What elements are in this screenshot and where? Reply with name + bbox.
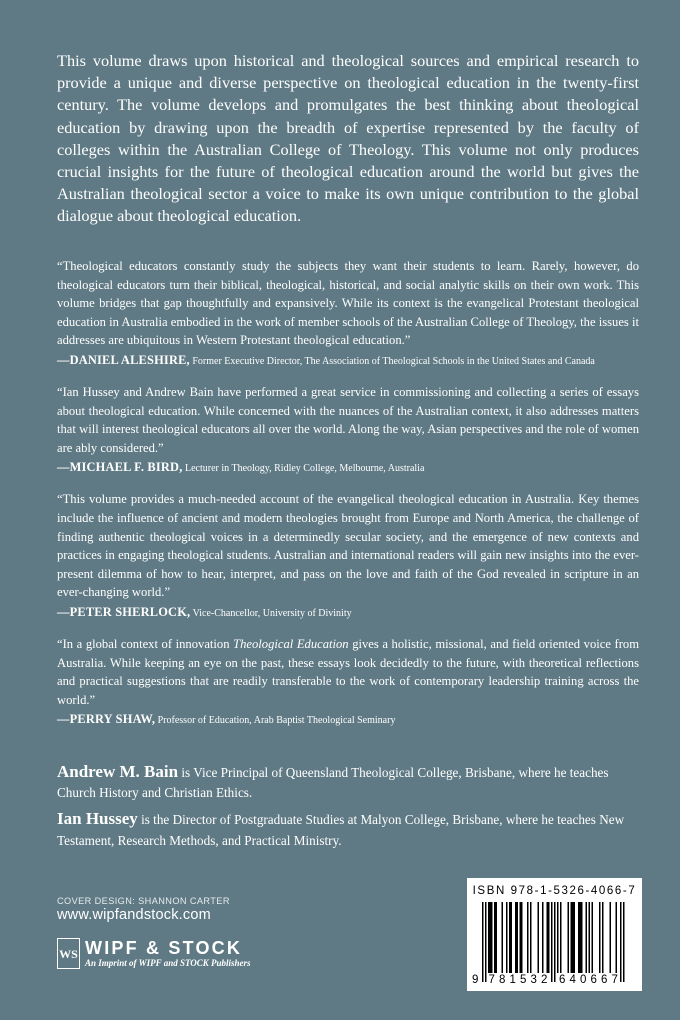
barcode-digit: 2 [541, 974, 548, 986]
endorsement-quote: “This volume provides a much-needed account of the evangelical theological education in Australia. Key themes include the influence of ancient and modern theologies brought from Europe and North America, the challenge of finding authentic theological voices in a determinedly secular society, and the emergence of new contexts and practices in engaging theological students. Australian and international readers will gain new insights into the ever-present dilemma of how to hear, interpret, and pass on the love and faith of the God revealed in scripture in an ever-changing world.” [57, 492, 639, 600]
barcode-bar [580, 902, 582, 973]
barcode-digit: 0 [580, 974, 587, 986]
endorser-title: Lecturer in Theology, Ridley College, Melbourne, Australia [185, 463, 425, 475]
endorser-title: Professor of Education, Arab Baptist Theological Seminary [157, 715, 396, 727]
endorser-name: —MICHAEL F. BIRD, [57, 460, 183, 475]
endorsement-attribution [57, 353, 639, 369]
isbn-barcode [467, 878, 642, 991]
barcode-bar [568, 902, 570, 973]
book-title: Theological Education [233, 636, 349, 651]
endorsement-quote: “Theological educators constantly study the subjects they want their students to learn. Rarely, however, do theological educators turn their biblical, theological, historical, and social analytic skills on their own work. This volume bridges that gap thoughtfully and expansively. While its context is the evangelical Protestant theological education in Australia embodied in the work of member schools of the Australian College of Theology, the issues it addresses are ubiquitous in Western Protestant theological education.” [57, 259, 639, 348]
barcode-bar [620, 902, 622, 982]
barcode-bar [578, 902, 580, 973]
barcode-bar [554, 902, 556, 982]
barcode-bar [485, 902, 487, 982]
barcode-bar [494, 902, 496, 973]
endorsement-attribution [57, 605, 639, 621]
barcode-bar [482, 902, 484, 982]
endorsement-shaw [57, 635, 639, 728]
endorser-title: Former Executive Director, The Association of Theological Schools in the United States and Canada [192, 355, 595, 367]
barcode-bar [548, 902, 550, 973]
barcode-bar [551, 902, 553, 982]
credits [57, 896, 230, 923]
barcode-digit: 7 [611, 974, 618, 986]
publisher-name: WIPF & STOCK [85, 938, 243, 958]
back-cover-blurb: This volume draws upon historical and theological sources and empirical research to provide a unique and diverse perspective on theological education in the twenty-first century. The volume develops and promulgates the best thinking about theological education by drawing upon the breadth of expertise represented by the faculty of colleges within the Australian College of Theology. This volume not only produces crucial insights for the future of theological education around the world but gives the Australian theological sector a voice to make its own unique contribution to the global dialogue about theological education. [57, 51, 639, 226]
barcode-digit: 9 [472, 974, 479, 986]
barcode-bar [509, 902, 511, 973]
author-bio [57, 762, 647, 803]
barcode-bar [502, 902, 504, 973]
endorsement-sherlock [57, 490, 639, 621]
endorser-name: —DANIEL ALESHIRE, [57, 352, 190, 367]
endorsement-quote [57, 635, 639, 709]
barcode-bar [623, 902, 625, 982]
barcode-bar [491, 902, 493, 973]
quote-text: gives a holistic, missional, and field oriented voice from Australia. While keeping an eye on the past, these essays look decidedly to the future, with theoretical reflections and practical suggestions that are readily transferable to the work of contemporary leadership training across the world.” [57, 636, 639, 707]
barcode-bar [586, 902, 588, 973]
barcode-bar [520, 902, 522, 973]
barcode-bar [581, 902, 583, 973]
barcode-bar [589, 902, 591, 973]
author-bio [57, 809, 647, 850]
barcode-bar [496, 902, 498, 973]
barcode-bar [599, 902, 601, 973]
author-bio-text: is Vice Principal of Queensland Theological College, Brisbane, where he teaches Church History and Christian Ethics. [57, 765, 609, 801]
barcode-bar [527, 902, 529, 973]
endorser-name: —PERRY SHAW, [57, 712, 156, 727]
endorsement-aleshire [57, 257, 639, 369]
barcode-bar [602, 902, 604, 973]
barcode-bar [616, 902, 618, 973]
barcode-bar [511, 902, 513, 973]
barcode-digit: 3 [530, 974, 537, 986]
barcode-digit: 6 [590, 974, 597, 986]
author-bios [57, 762, 647, 857]
barcode-bar [542, 902, 544, 973]
author-name: Ian Hussey [57, 809, 138, 829]
barcode-bar [490, 902, 492, 973]
barcode-bar [538, 902, 540, 973]
barcode-bar [574, 902, 576, 973]
barcode-bar [515, 902, 517, 973]
barcode-digit: 5 [520, 974, 527, 986]
endorsements [57, 257, 639, 742]
barcode-bar [571, 902, 573, 973]
endorsement-attribution [57, 460, 639, 476]
quote-text: “In a global context of innovation [57, 636, 234, 651]
ws-logo-icon: WS [57, 938, 80, 969]
barcode-bar [517, 902, 519, 973]
barcode-digit: 6 [601, 974, 608, 986]
barcode-bar [547, 902, 549, 973]
barcode-digits [467, 974, 642, 988]
barcode-bar [572, 902, 574, 973]
barcode-digit: 6 [559, 974, 566, 986]
barcode-bar [557, 902, 559, 973]
author-name: Andrew M. Bain [57, 762, 179, 781]
endorser-title: Vice-Chancellor, University of Divinity [192, 607, 352, 619]
barcode-bar [560, 902, 562, 973]
endorser-name: —PETER SHERLOCK, [57, 604, 191, 619]
barcode-digit: 7 [488, 974, 495, 986]
publisher-imprint: An Imprint of WIPF and STOCK Publishers [85, 958, 251, 968]
barcode-bar [521, 902, 523, 973]
publisher-logo [57, 938, 251, 969]
endorsement-bird [57, 383, 639, 476]
author-bio-text: is the Director of Postgraduate Studies at Malyon College, Brisbane, where he teaches New Testament, Research Methods, and Practical Ministry. [57, 812, 625, 848]
endorsement-quote: “Ian Hussey and Andrew Bain have performed a great service in commissioning and collecting a series of essays about theological education. While concerned with the nuances of the Australian context, it also addresses matters that will interest theological educators all over the world. Along the way, Asian perspectives and the role of women are ably considered.” [57, 384, 639, 455]
barcode-bar [506, 902, 508, 973]
barcode-bar [488, 902, 490, 973]
barcode-bar [610, 902, 612, 973]
barcode-digit: 1 [509, 974, 516, 986]
cover-design-credit: COVER DESIGN: SHANNON CARTER [57, 896, 230, 906]
barcode-bar [592, 902, 594, 973]
isbn-label: ISBN 978-1-5326-4066-7 [472, 885, 637, 897]
publisher-website: www.wipfandstock.com [57, 907, 211, 923]
endorsement-attribution [57, 712, 639, 728]
barcode-bar [530, 902, 532, 973]
barcode-digit: 4 [569, 974, 576, 986]
barcode-digit: 8 [499, 974, 506, 986]
